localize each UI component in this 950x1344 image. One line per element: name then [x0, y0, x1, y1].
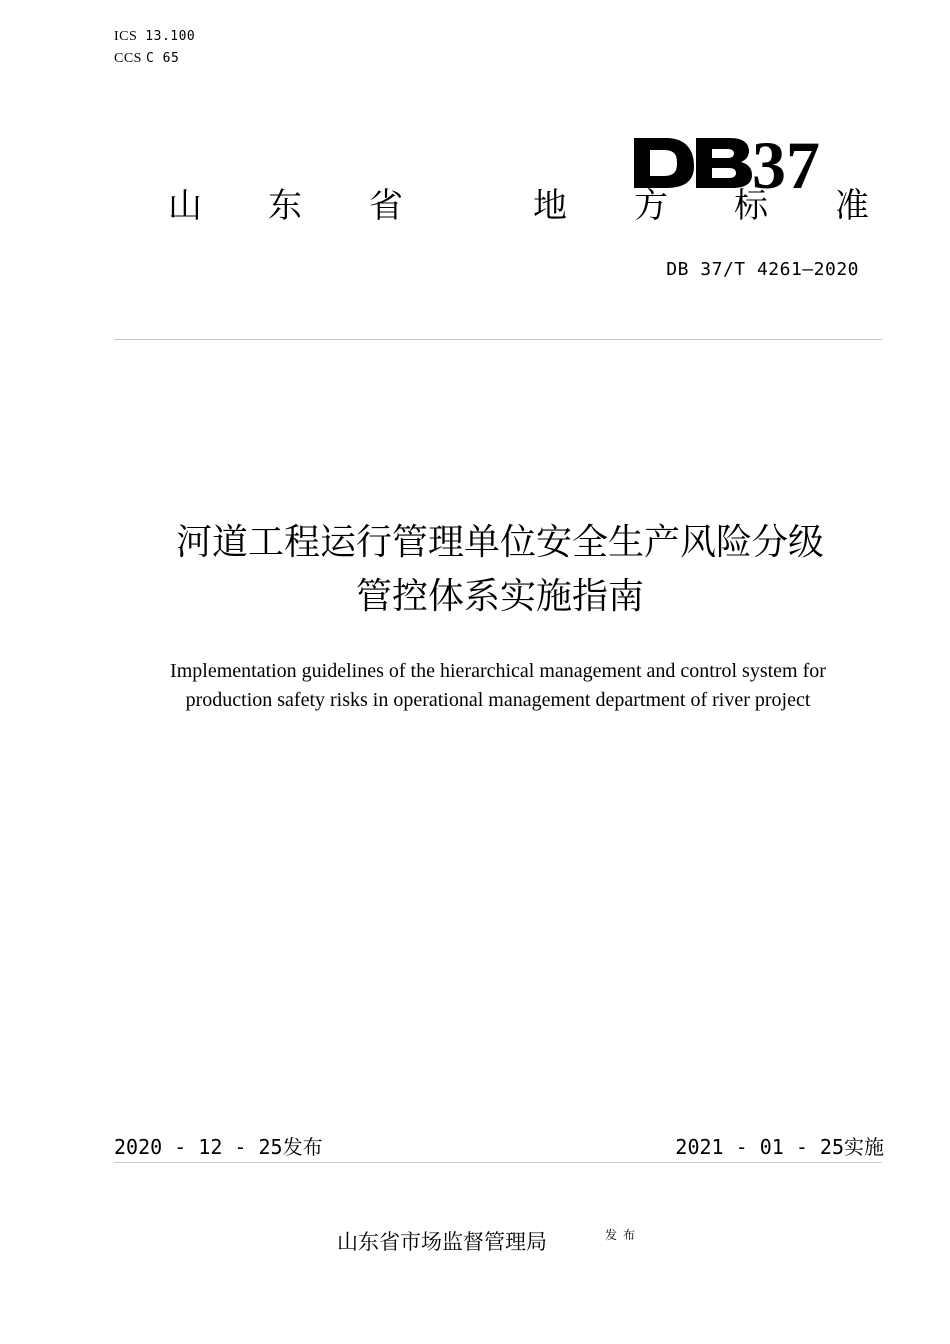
standard-type-char: 方: [634, 186, 668, 226]
logo-letter-d: [634, 138, 694, 188]
standard-type-char: 标: [734, 186, 768, 226]
standard-type-char: 省: [369, 186, 403, 226]
standard-type-char: 山: [168, 186, 202, 226]
standard-type-char: 东: [268, 186, 302, 226]
ccs-code: [114, 51, 179, 67]
chinese-title-line: 管控体系实施指南: [355, 576, 644, 617]
english-title-line: production safety risks in operational management department of river project: [185, 689, 811, 711]
standard-number: DB 37/T 4261—2020: [666, 259, 859, 280]
implementation-label: 实施: [844, 1135, 884, 1159]
issue-date-value: 2020 - 12 - 25: [114, 1135, 283, 1159]
ccs-value: C 65: [145, 51, 180, 66]
issuing-authority: 山东省市场监督管理局: [337, 1230, 547, 1254]
standard-type-heading: [0, 184, 950, 234]
implementation-date: [675, 1131, 884, 1160]
standard-type-char: 准: [835, 186, 869, 226]
ics-code: [114, 29, 195, 45]
issue-date: [114, 1131, 323, 1160]
english-title: [75, 657, 921, 715]
english-title-line: Implementation guidelines of the hierarchical management and control system for: [170, 660, 826, 682]
chinese-title: [75, 516, 925, 624]
footer-divider: [114, 1162, 882, 1163]
implementation-date-value: 2021 - 01 - 25: [675, 1135, 844, 1159]
logo-digits: 37: [752, 127, 820, 198]
header-divider: [114, 339, 882, 340]
ics-label: ICS: [114, 29, 138, 44]
issuer-action: 发布: [605, 1228, 642, 1242]
ccs-label: CCS: [114, 51, 142, 66]
chinese-title-line: 河道工程运行管理单位安全生产风险分级: [175, 522, 824, 563]
ics-value: 13.100: [145, 29, 196, 44]
standard-type-char: 地: [533, 186, 567, 226]
issue-label: 发布: [282, 1135, 323, 1159]
logo-letter-b: [696, 138, 752, 188]
